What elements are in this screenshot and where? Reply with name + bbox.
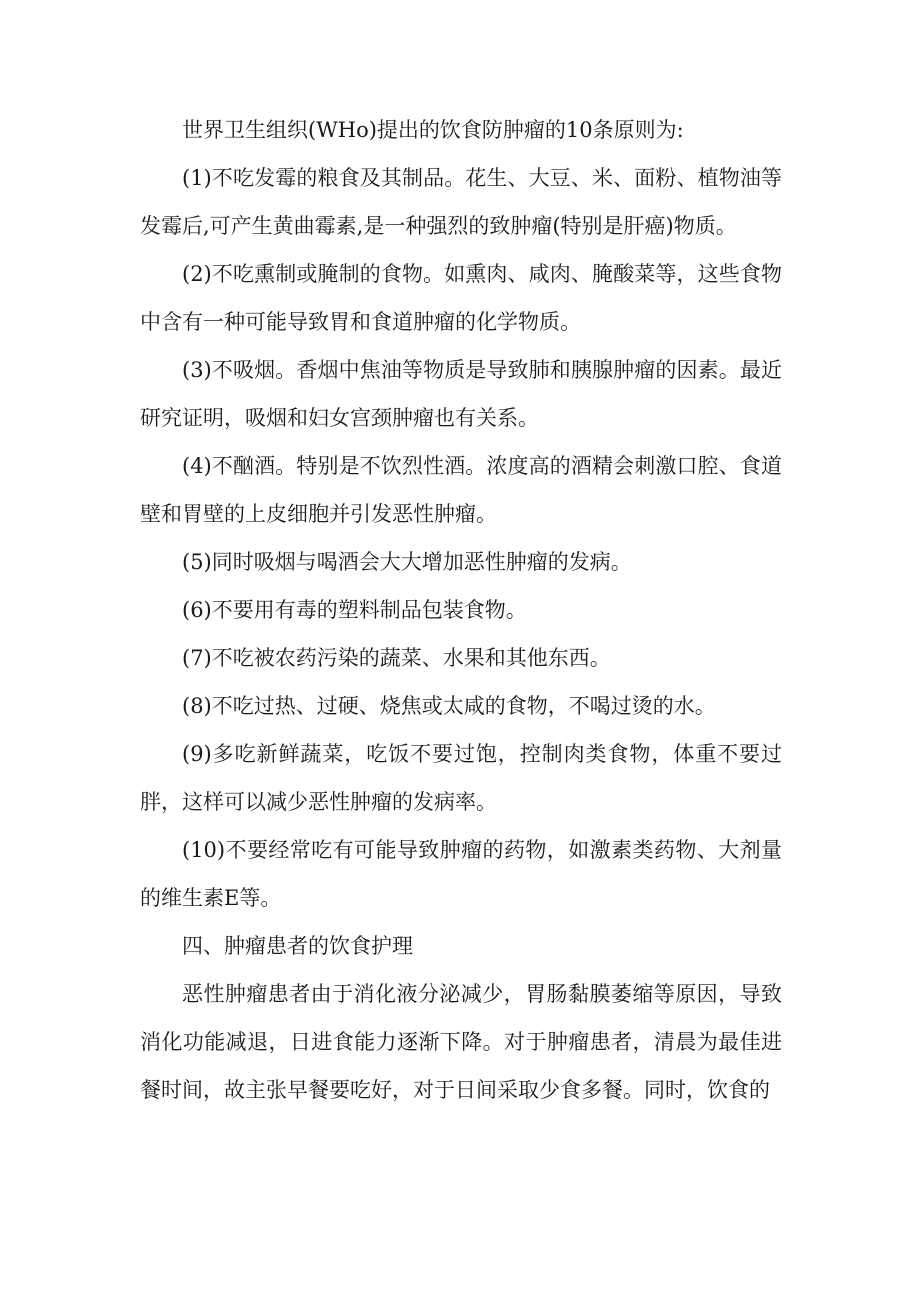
principle-1: (1)不吃发霉的粮食及其制品。花生、大豆、米、面粉、植物油等发霉后,可产生黄曲霉素,是一种强烈的致肿瘤(特别是肝癌)物质。	[140, 166, 782, 238]
principle-10: (10)不要经常吃有可能导致肿瘤的药物，如激素类药物、大剂量的维生素E等。	[140, 838, 782, 910]
intro-paragraph: 世界卫生组织(WHo)提出的饮食防肿瘤的10条原则为:	[182, 118, 684, 142]
principle-2: (2)不吃熏制或腌制的食物。如熏肉、咸肉、腌酸菜等，这些食物中含有一种可能导致胃和食道肿瘤的化学物质。	[140, 262, 782, 334]
section-body-paragraph: 恶性肿瘤患者由于消化液分泌减少，胃肠黏膜萎缩等原因，导致消化功能减退，日进食能力逐渐下降。对于肿瘤患者，清晨为最佳进餐时间，故主张早餐要吃好，对于日间采取少食多餐。同时，饮食的	[140, 982, 782, 1102]
principle-8: (8)不吃过热、过硬、烧焦或太咸的食物，不喝过烫的水。	[182, 694, 716, 718]
document-body	[140, 106, 782, 1114]
section-heading: 四、肿瘤患者的饮食护理	[182, 934, 413, 958]
principle-7: (7)不吃被农药污染的蔬菜、水果和其他东西。	[182, 646, 611, 670]
principle-6: (6)不要用有毒的塑料制品包装食物。	[182, 598, 527, 622]
principle-9: (9)多吃新鲜蔬菜，吃饭不要过饱，控制肉类食物，体重不要过胖，这样可以减少恶性肿瘤的发病率。	[140, 742, 782, 814]
principle-5: (5)同时吸烟与喝酒会大大增加恶性肿瘤的发病。	[182, 550, 632, 574]
principle-4: (4)不酗酒。特别是不饮烈性酒。浓度高的酒精会刺激口腔、食道壁和胃壁的上皮细胞并引发恶性肿瘤。	[140, 454, 782, 526]
principle-3: (3)不吸烟。香烟中焦油等物质是导致肺和胰腺肿瘤的因素。最近研究证明，吸烟和妇女宫颈肿瘤也有关系。	[140, 358, 782, 430]
